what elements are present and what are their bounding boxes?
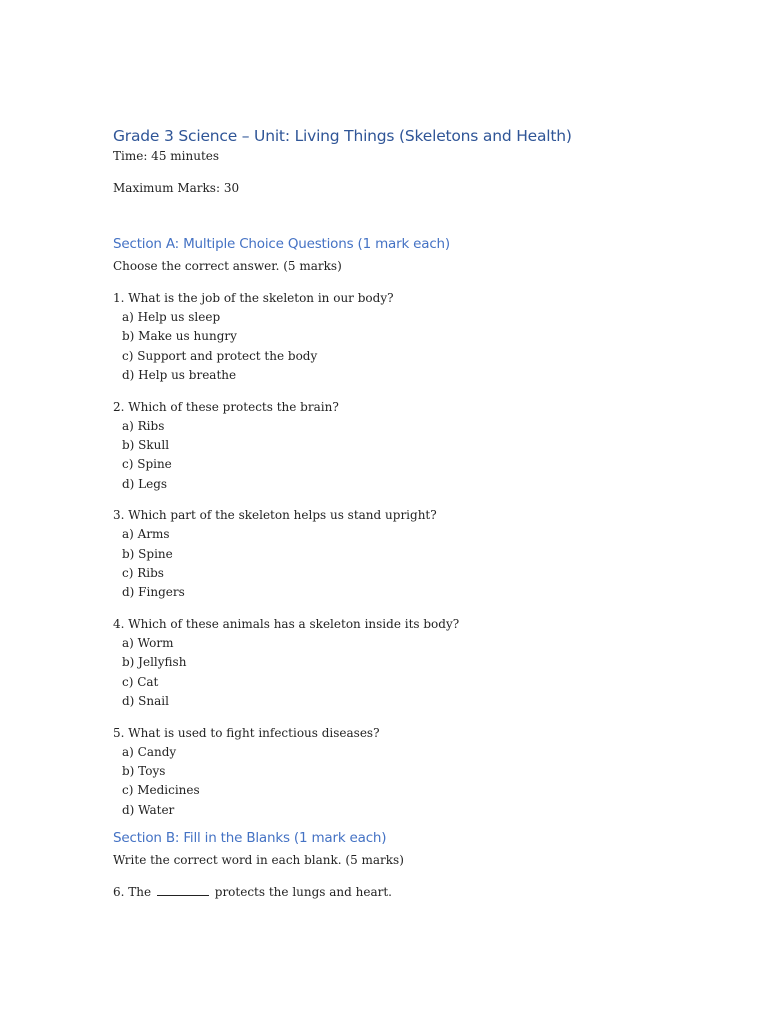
- section-a-instruction: Choose the correct answer. (5 marks): [113, 259, 342, 273]
- option-d: d) Help us breathe: [122, 367, 237, 382]
- max-marks-info: Maximum Marks: 30: [113, 181, 240, 195]
- question-text: 5. What is used to fight infectious diseases?: [113, 725, 380, 740]
- question-text: 3. Which part of the skeleton helps us stand upright?: [113, 508, 437, 523]
- question-text: 1. What is the job of the skeleton in our body?: [113, 291, 394, 305]
- option-c: c) Medicines: [122, 783, 200, 798]
- option-a: a) Arms: [122, 527, 170, 542]
- option-b: b) Toys: [122, 764, 166, 779]
- option-d: d) Snail: [122, 693, 169, 708]
- option-d: d) Fingers: [122, 585, 185, 600]
- question-6: [113, 883, 733, 902]
- option-b: b) Skull: [122, 437, 170, 452]
- question-5: [113, 724, 733, 820]
- time-info: Time: 45 minutes: [113, 149, 220, 163]
- question-2: [113, 398, 733, 494]
- question-6-start: 6. The: [113, 884, 152, 899]
- option-b: b) Make us hungry: [122, 329, 237, 344]
- option-d: d) Water: [122, 802, 175, 817]
- document-page: [113, 125, 733, 902]
- section-b-instruction: Write the correct word in each blank. (5 marks): [113, 852, 404, 867]
- option-c: c) Ribs: [122, 565, 164, 580]
- option-d: d) Legs: [122, 476, 168, 491]
- question-text: 4. Which of these animals has a skeleton inside its body?: [113, 617, 460, 632]
- option-a: a) Candy: [122, 744, 177, 759]
- option-c: c) Spine: [122, 457, 172, 472]
- option-b: b) Spine: [122, 546, 173, 561]
- question-text: 2. Which of these protects the brain?: [113, 399, 339, 414]
- section-a-heading: Section A: Multiple Choice Questions (1 mark each): [113, 236, 450, 252]
- option-c: c) Cat: [122, 674, 159, 689]
- option-b: b) Jellyfish: [122, 655, 187, 670]
- question-6-end: protects the lungs and heart.: [214, 884, 392, 899]
- document-title: Grade 3 Science – Unit: Living Things (Skeletons and Health): [113, 127, 572, 145]
- question-1: [113, 289, 733, 385]
- option-a: a) Help us sleep: [122, 310, 221, 324]
- question-3: [113, 506, 733, 602]
- option-c: c) Support and protect the body: [122, 348, 318, 363]
- section-b-heading: Section B: Fill in the Blanks (1 mark each): [113, 829, 387, 846]
- option-a: a) Ribs: [122, 418, 165, 433]
- option-a: a) Worm: [122, 636, 174, 651]
- question-4: [113, 615, 733, 711]
- answer-blank[interactable]: [157, 884, 209, 896]
